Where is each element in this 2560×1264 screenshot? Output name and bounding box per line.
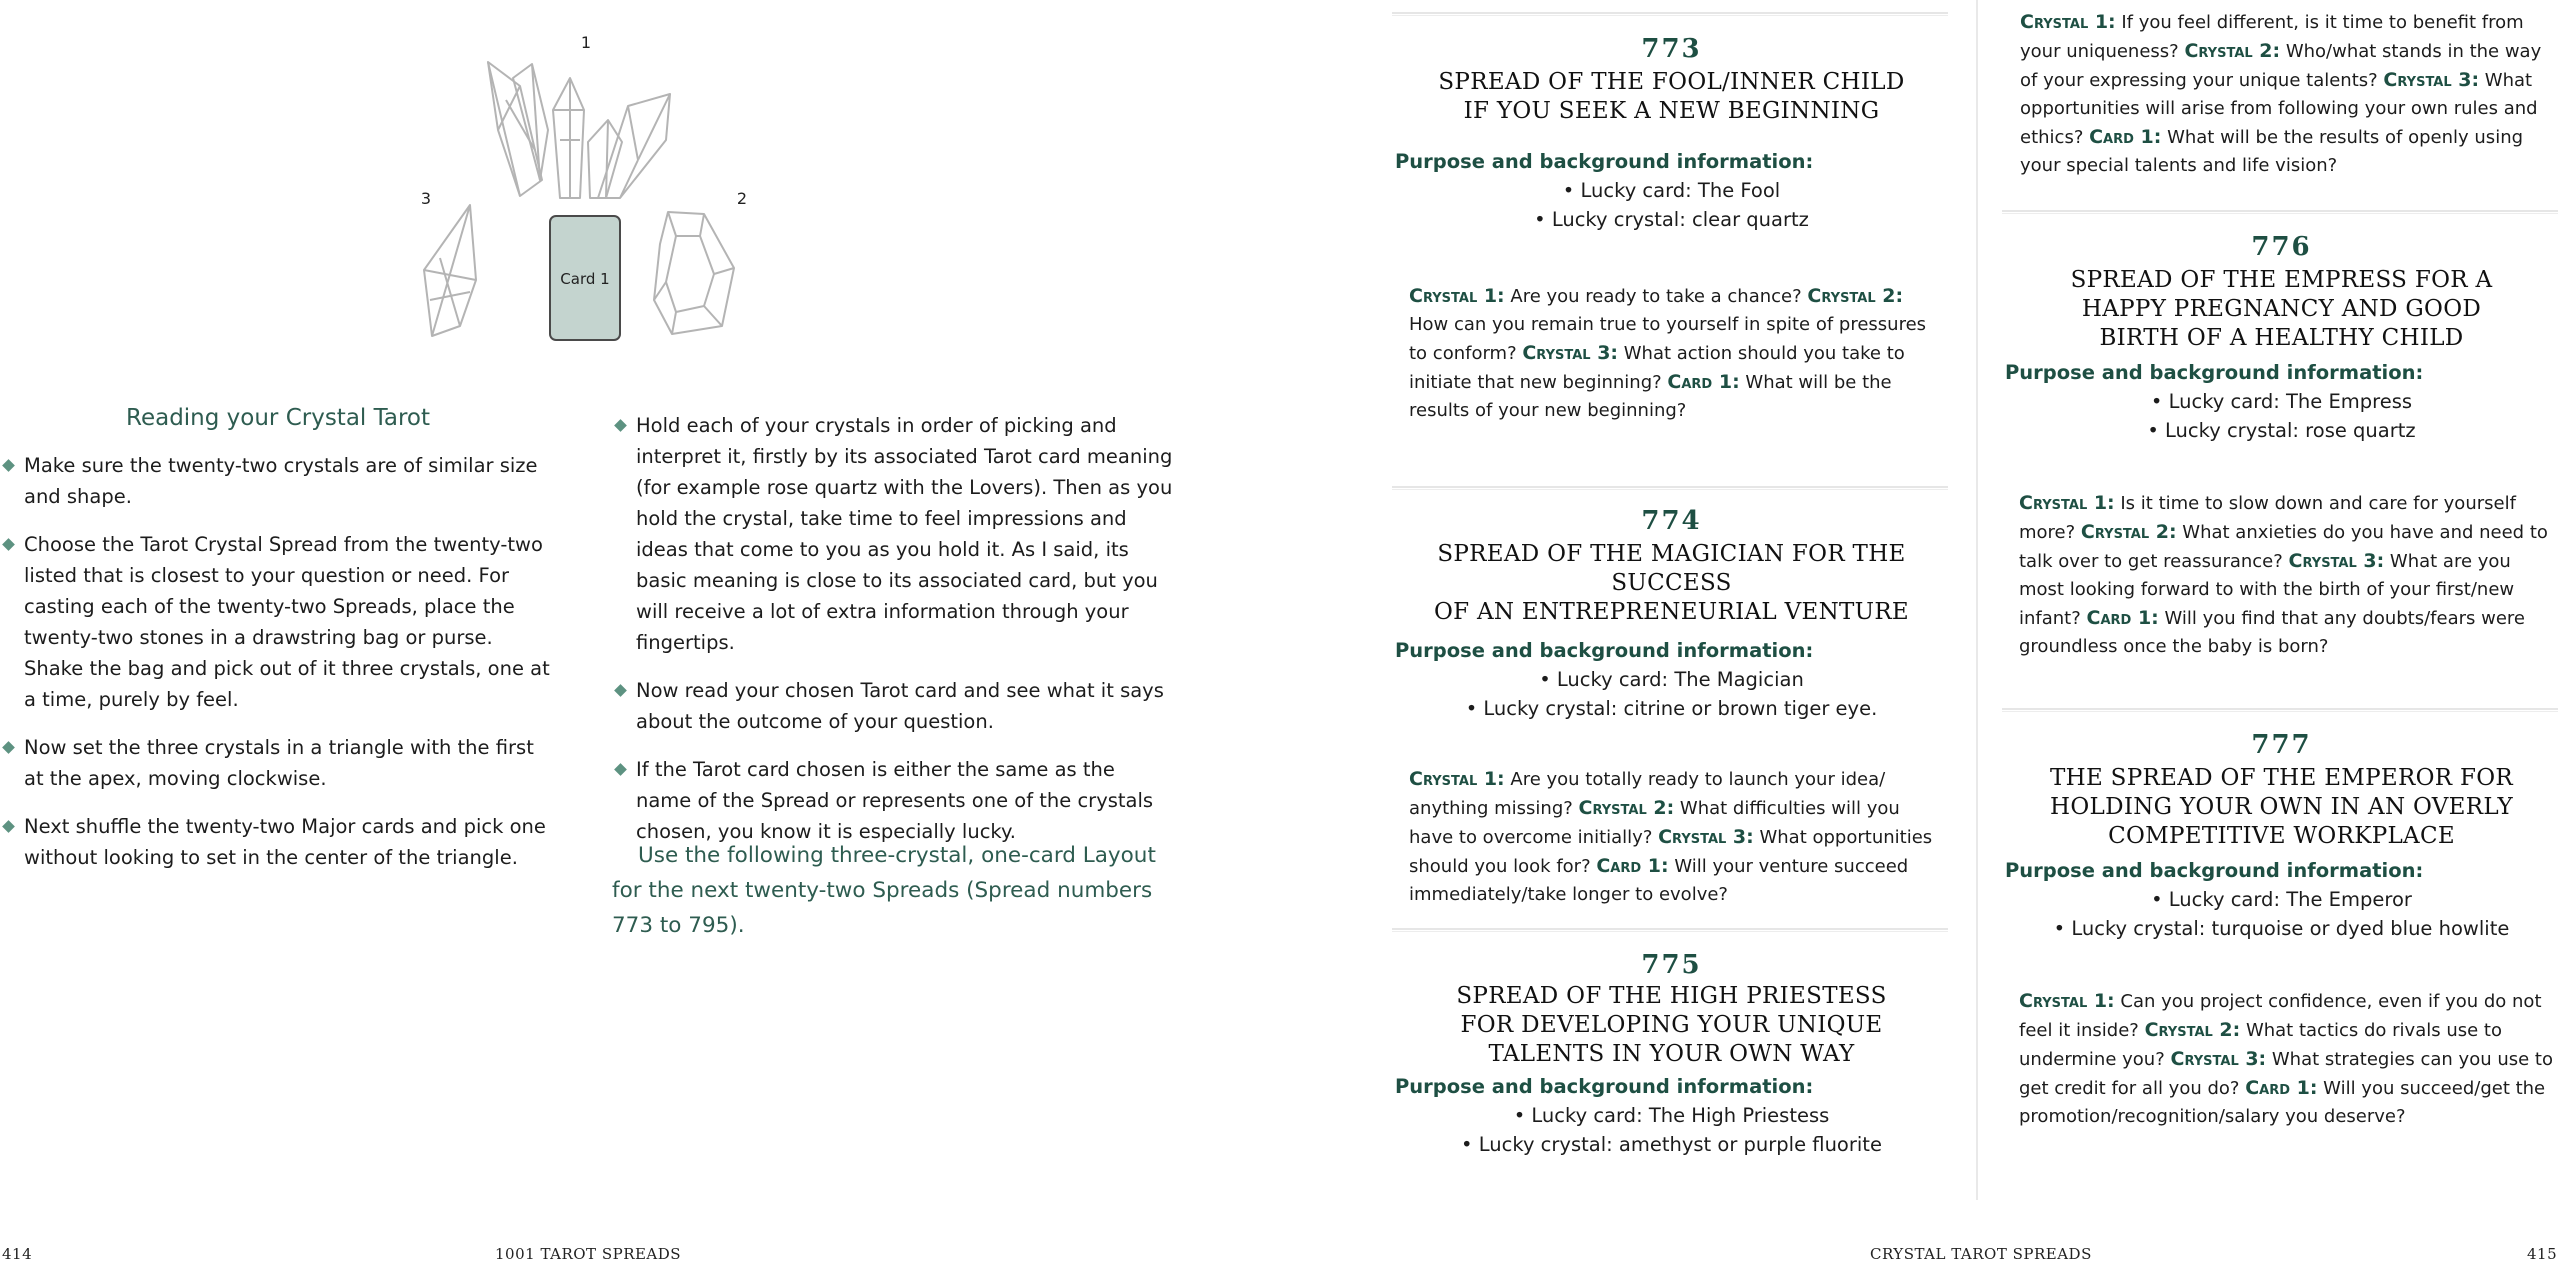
spread-questions: Crystal 1: Are you ready to take a chance? Crystal 2: How can you remain true to yourself in spite of pressures to conform? Crystal 3: What action should you take to initiate that new beginning? Card 1: What will be the results of your new beginning? xyxy=(1409,285,1927,421)
list-item: Hold each of your crystals in order of picking and interpret it, firstly by its associated Tarot card meaning (for example rose quartz with the Lovers). Then as you hold the crystal, take time to feel impressions and ideas that come to you as you hold it. As I said, its basic meaning is close to its associated card, but you will receive a lot of extra information through your fingertips. xyxy=(612,410,1174,658)
diamond-bullet-icon xyxy=(2,538,15,551)
list-item: Now read your chosen Tarot card and see what it says about the outcome of your question. xyxy=(612,675,1174,737)
instructions-list-left xyxy=(0,450,556,890)
spread-title: THE SPREAD OF THE EMPEROR FOR HOLDING YOUR OWN IN AN OVERLY COMPETITIVE WORKPLACE xyxy=(2049,765,2514,849)
crystal-label-2: 2 xyxy=(736,189,748,208)
lucky-crystal: • Lucky crystal: amethyst or purple fluorite xyxy=(1461,1133,1882,1156)
purpose-label: Purpose and background information: xyxy=(1395,639,1814,662)
diamond-bullet-icon xyxy=(2,820,15,833)
diamond-bullet-icon xyxy=(614,419,627,432)
spread-775-questions: Crystal 1: If you feel different, is it time to benefit from your uniqueness? Crystal 2: Who/what stands in the way of your expressing your unique talents? Crystal 3: What opportunities will arise from following your own rules and ethics? Card 1: What will be the results of openly using your special talents and life vision? xyxy=(2020,11,2542,176)
section-rule xyxy=(1392,486,1948,490)
running-head-right: CRYSTAL TAROT SPREADS xyxy=(1870,1245,2092,1263)
page-number-right: 415 xyxy=(2527,1245,2558,1263)
list-item: Choose the Tarot Crystal Spread from the twenty-two listed that is closest to your question or need. For casting each of the twenty-two Spreads, place the twenty-two stones in a drawstring bag or purse. Shake the bag and pick out of it three crystals, one at a time, purely by feel. xyxy=(0,529,556,715)
spread-number: 776 xyxy=(2251,232,2312,262)
card-1 xyxy=(550,216,620,340)
diamond-bullet-icon xyxy=(2,459,15,472)
spread-number: 774 xyxy=(1641,506,1702,536)
page-number-left: 414 xyxy=(2,1245,33,1263)
list-item: Now set the three crystals in a triangle with the first at the apex, moving clockwise. xyxy=(0,732,556,794)
spread-questions: Crystal 1: Can you project confidence, even if you do not feel it inside? Crystal 2: What tactics do rivals use to undermine you? Crystal 3: What strategies can you use to get credit for all you do? Card 1: Will you succeed/get the promotion/recognition/salary you deserve? xyxy=(2019,990,2553,1127)
purpose-label: Purpose and background information: xyxy=(1395,150,1814,173)
crystal-layout-diagram xyxy=(370,30,800,350)
diamond-bullet-icon xyxy=(2,741,15,754)
crystal-label-1: 1 xyxy=(580,33,592,52)
spread-number: 775 xyxy=(1641,950,1702,980)
diamond-bullet-icon xyxy=(614,763,627,776)
section-rule xyxy=(1392,928,1948,932)
spread-number: 777 xyxy=(2251,730,2312,760)
spread-777 xyxy=(2005,730,2558,1131)
spread-questions: Crystal 1: Are you totally ready to launch your idea/ anything missing? Crystal 2: What difficulties will you have to overcome initially? Crystal 3: What opportunities should you look for? Card 1: Will your venture succeed immediately/take longer to evolve? xyxy=(1409,768,1933,905)
spread-title: SPREAD OF THE EMPRESS FOR A HAPPY PREGNANCY AND GOOD BIRTH OF A HEALTHY CHILD xyxy=(2070,267,2493,351)
purpose-label: Purpose and background information: xyxy=(2005,361,2424,384)
column-divider xyxy=(1976,0,1978,1200)
diamond-bullet-icon xyxy=(614,684,627,697)
spread-775 xyxy=(1395,950,1948,1159)
list-item: If the Tarot card chosen is either the same as the name of the Spread or represents one of the crystals chosen, you know it is especially lucky. xyxy=(612,754,1174,847)
lucky-card: • Lucky card: The Fool xyxy=(1562,179,1781,202)
lucky-card: • Lucky card: The Magician xyxy=(1539,668,1804,691)
spread-title: SPREAD OF THE FOOL/INNER CHILD IF YOU SEEK A NEW BEGINNING xyxy=(1438,69,1905,124)
lucky-crystal: • Lucky crystal: turquoise or dyed blue howlite xyxy=(2053,917,2510,940)
purpose-label: Purpose and background information: xyxy=(1395,1075,1814,1098)
list-item: Next shuffle the twenty-two Major cards and pick one without looking to set in the center of the triangle. xyxy=(0,811,556,873)
section-rule xyxy=(2002,210,2558,214)
lucky-card: • Lucky card: The Empress xyxy=(2150,390,2413,413)
lucky-crystal: • Lucky crystal: clear quartz xyxy=(1534,208,1809,231)
section-rule xyxy=(1392,12,1948,16)
lucky-crystal: • Lucky crystal: rose quartz xyxy=(2147,419,2416,442)
lucky-crystal: • Lucky crystal: citrine or brown tiger eye. xyxy=(1465,697,1878,720)
section-heading: Reading your Crystal Tarot xyxy=(126,405,430,431)
spread-774 xyxy=(1395,506,1948,909)
spread-title: SPREAD OF THE HIGH PRIESTESS FOR DEVELOPING YOUR UNIQUE TALENTS IN YOUR OWN WAY xyxy=(1456,983,1887,1067)
card-1-label: Card 1 xyxy=(560,270,610,288)
section-rule xyxy=(2002,708,2558,712)
spread-title: SPREAD OF THE MAGICIAN FOR THE SUCCESS OF AN ENTREPRENEURIAL VENTURE xyxy=(1433,541,1910,625)
layout-note: Use the following three-crystal, one-card Layout for the next twenty-two Spreads (Spread numbers 773 to 795). xyxy=(612,843,1156,938)
crystal-label-3: 3 xyxy=(420,189,432,208)
spread-number: 773 xyxy=(1641,34,1702,64)
crystal-3-icon xyxy=(424,205,476,336)
lucky-card: • Lucky card: The High Priestess xyxy=(1513,1104,1830,1127)
lucky-card: • Lucky card: The Emperor xyxy=(2151,888,2412,911)
crystal-2-icon xyxy=(654,212,734,334)
purpose-label: Purpose and background information: xyxy=(2005,859,2424,882)
crystal-1-cluster-icon xyxy=(488,62,670,198)
spread-776 xyxy=(2005,232,2558,661)
list-item: Make sure the twenty-two crystals are of similar size and shape. xyxy=(0,450,556,512)
running-head-left: 1001 TAROT SPREADS xyxy=(495,1245,682,1263)
spread-773 xyxy=(1395,34,1948,425)
instructions-list-right xyxy=(612,410,1174,864)
spread-questions: Crystal 1: Is it time to slow down and care for yourself more? Crystal 2: What anxieties do you have and need to talk over to get reassurance? Crystal 3: What are you most looking forward to with the birth of your first/new infant? Card 1: Will you find that any doubts/fears were groundless once the baby is born? xyxy=(2019,492,2548,657)
